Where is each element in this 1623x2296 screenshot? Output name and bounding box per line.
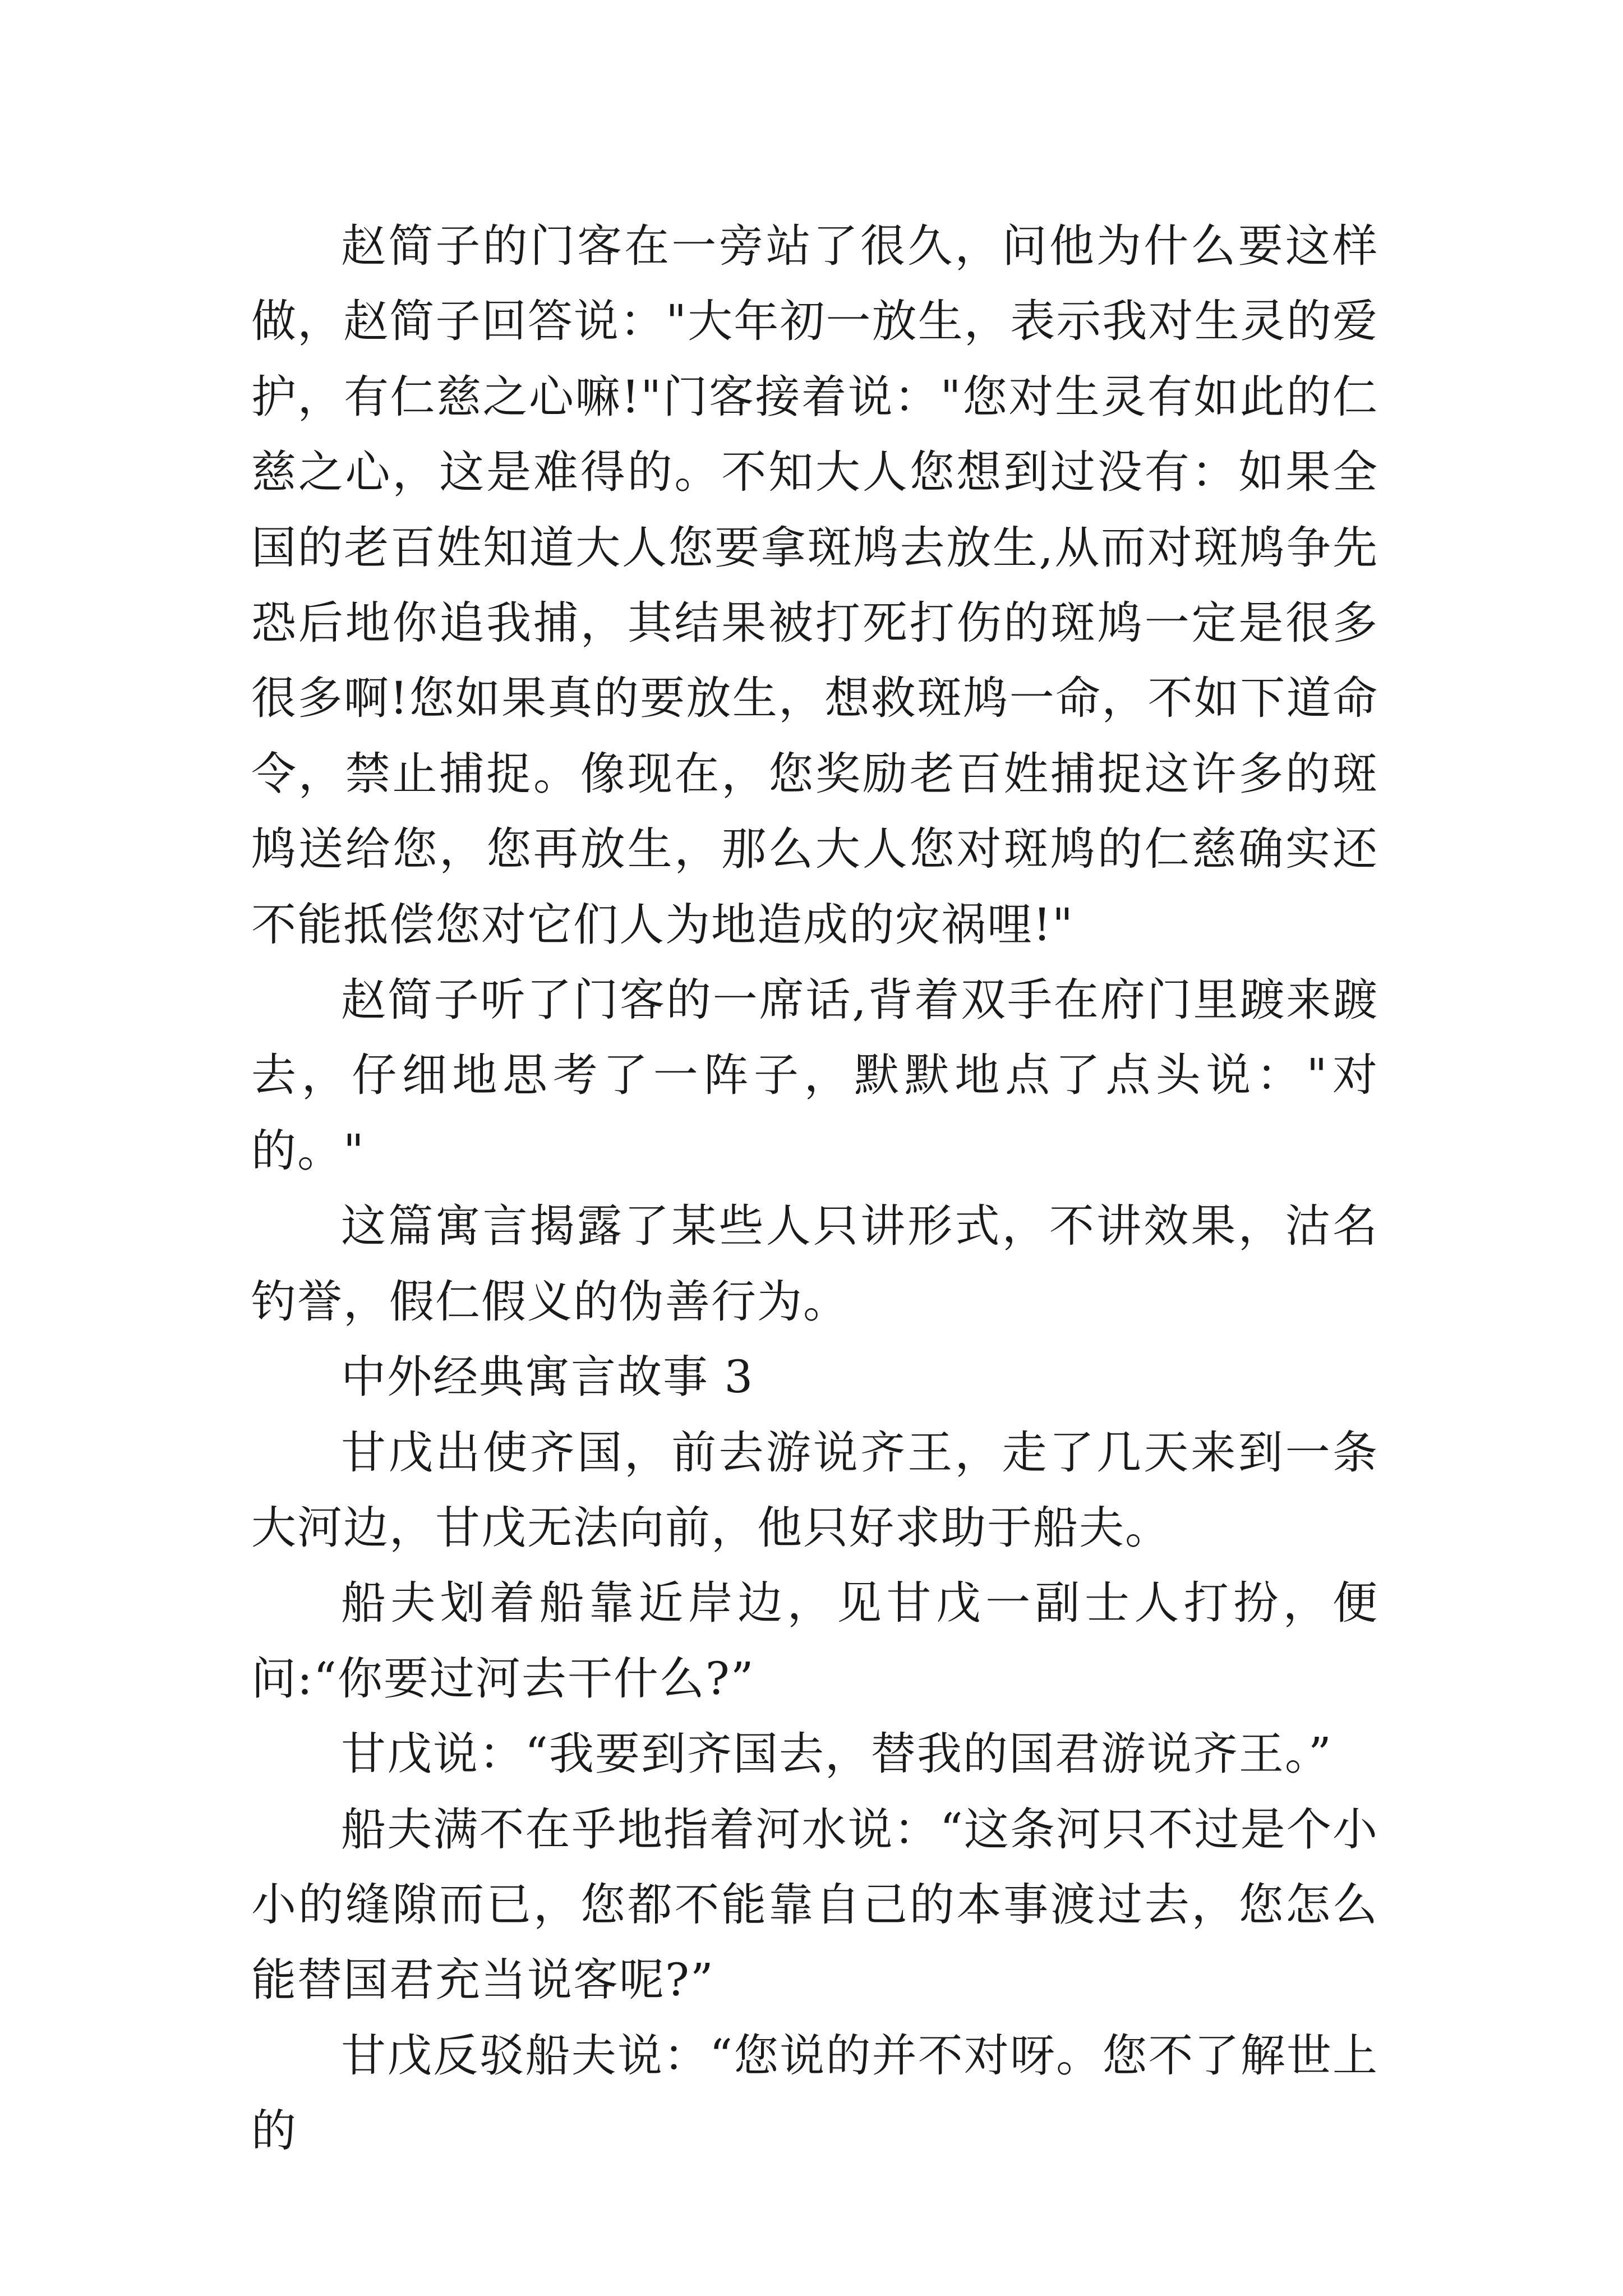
- paragraph: 甘戊说：“我要到齐国去，替我的国君游说齐王。”: [341, 1728, 1332, 1780]
- paragraph: 这篇寓言揭露了某些人只讲形式，不讲效果，沽名钓誉，假仁假义的伪善行为。: [251, 1200, 1378, 1328]
- document-body: [251, 209, 1378, 2169]
- paragraph: 船夫划着船靠近岸边，见甘戊一副士人打扮，便问:“你要过河去干什么?”: [251, 1577, 1378, 1705]
- paragraph: 甘戊反驳船夫说：“您说的并不对呀。您不了解世上的: [251, 2029, 1378, 2157]
- paragraph: 甘戊出使齐国，前去游说齐王，走了几天来到一条大河边，甘戊无法向前，他只好求助于船夫。: [251, 1426, 1378, 1554]
- section-heading: 中外经典寓言故事 3: [341, 1351, 754, 1404]
- paragraph: 船夫满不在乎地指着河水说：“这条河只不过是个小小的缝隙而已，您都不能靠自己的本事渡过去，您怎么能替国君充当说客呢?”: [251, 1803, 1378, 2007]
- paragraph: 赵简子听了门客的一席话,背着双手在府门里踱来踱去，仔细地思考了一阵子，默默地点了点头说："对的。": [251, 974, 1378, 1177]
- paragraph: 赵简子的门客在一旁站了很久，问他为什么要这样做，赵简子回答说："大年初一放生，表示我对生灵的爱护，有仁慈之心嘛!"门客接着说："您对生灵有如此的仁慈之心，这是难得的。不知大人您想到过没有：如果全国的老百姓知道大人您要拿斑鸠去放生,从而对斑鸠争先恐后地你追我捕，其结果被打死打伤的斑鸠一定是很多很多啊!您如果真的要放生，想救斑鸠一命，不如下道命令，禁止捕捉。像现在，您奖励老百姓捕捉这许多的斑鸠送给您，您再放生，那么大人您对斑鸠的仁慈确实还不能抵偿您对它们人为地造成的灾祸哩!": [251, 220, 1378, 951]
